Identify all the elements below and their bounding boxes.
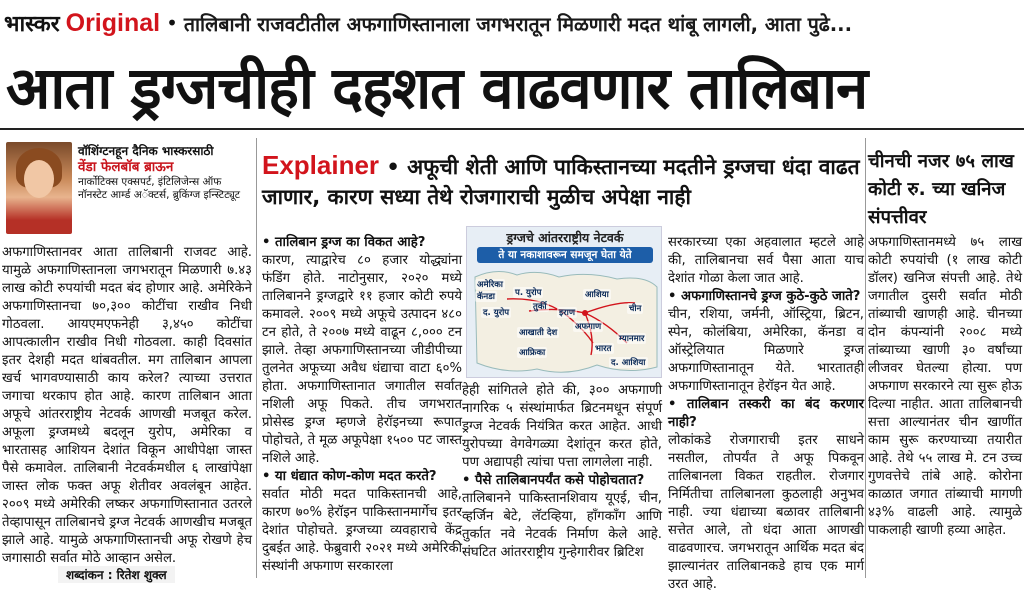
column-3: [462, 382, 662, 578]
column-1-text: अफगाणिस्तानवर आता तालिबानी राजवट आहे. यामुळे अफगाणिस्तानला जगभरातून मिळणारी ७.४३ लाख कोटी रुपयांची मदत बंद होणार आहे. अमेरिकेने अफगाणिस्तानचा ७०,३०० कोटींचा राखीव निधी गोठवला. आयएमएफनेही ३,४५० कोटींचा आपत्कालीन राखीव निधी गोठवला. काही दिवसांत इतर देशही मदत थांबवतील. मग तालिबान आपला खर्च भागवण्यासाठी काय करेल? त्याच्या उत्तरात जगाचा थरकाप होत आहे. कारण तालिबान आता अफूचे आंतरराष्ट्रीय नेटवर्क आणखी मजबूत करेल. अफूला ड्रग्जमध्ये बदलून युरोप, अमेरिका व भारतासह आशियन देशांत विकून आधीपेक्षा जास्त पैसे कमावेल. तालिबानी नेटवर्कमधील ६ लाखांपेक्षा जास्त लोक फक्त अफू शेतीवर अवलंबून आहेत. २००९ मध्ये अमेरिकी लष्कर अफगाणिस्तानात उतरले तेव्हापासून तालिबानचे ड्रग्ज नेटवर्क आणखीच मजबूत झाले आहे. यामुळे अफगाणिस्तानची अफू रोखणे हेच जगासाठी सर्वात मोठे आव्हान असेल.: [2, 245, 252, 566]
column-5: [868, 234, 1022, 580]
map-title: ड्रग्जचे आंतरराष्ट्रीय नेटवर्क: [506, 230, 624, 245]
map-label: आशिया: [585, 290, 609, 300]
answer-1: कारण, त्याद्वारेच ८० हजार योद्ध्यांना फंडिंग होते. नाटोनुसार, २०२० मध्ये तालिबानने ड्रग्जद्वारे ११ हजार कोटी रुपये कमावले. २००९ मध्ये अफूचे उत्पादन ४८० टन होते, ते २००७ मध्ये वाढून ८,००० टन झाले. तेव्हा अफगाणिस्तानच्या जीडीपीच्या तुलनेत अफूच्या अवैध धंद्याचा वाटा ६०% होता. अफगाणिस्तानात जगातील सर्वात नशिली अफू पिकते. तीच जगभरात प्रोसेस्ड ड्रग्ज म्हणजे हेरॉइनच्या रूपात पोहोचते, ते मूळ अफूपेक्षा १५०० पट जास्त नशिले आहे.: [262, 253, 463, 466]
side-headline: चीनची नजर ७५ लाख कोटी रु. च्या खनिज संपत्तीवर: [868, 151, 1014, 228]
author-face: [24, 160, 54, 198]
author-name: वेंडा फेलबॉब ब्राऊन: [78, 159, 174, 175]
question-2: • या धंद्यात कोण-कोण मदत करते?: [262, 469, 437, 484]
map-label: अफगाण: [575, 322, 602, 332]
column-1: [2, 244, 252, 566]
map-label: द. युरोप: [483, 308, 510, 318]
author-role-2: नॉनस्टेट आर्म्ड अॅक्टर्स, ब्रुकिंग्ज इन्स्टिट्यूट: [78, 189, 241, 201]
explainer-heading: [262, 150, 868, 230]
map-label: कॅनडा: [477, 292, 495, 302]
map-label: अमेरिका: [477, 280, 503, 290]
byline: [0, 138, 252, 238]
divider-2: [865, 138, 866, 578]
map-label: भारत: [595, 344, 612, 354]
author-role-1: नार्कोटिक्स एक्सपर्ट, इंटिलिजेन्स ऑफ: [78, 176, 222, 188]
explainer-bullet: •: [386, 155, 400, 179]
question-5: • तालिबान तस्करी का बंद करणार नाही?: [668, 397, 864, 430]
column-3-text: हेही सांगितले होते की, ३०० अफगाणी नागरिक ५ संस्थांमार्फत ब्रिटनमधून संपूर्ण ड्रग्ज नेटवर्क नियंत्रित करत आहेत. आधी युरोपच्या वेगवेगळ्या देशांतून करत होते, पण अद्यापही त्यांचा पत्ता लागलेला नाही.: [462, 383, 662, 470]
answer-2: सर्वात मोठी मदत पाकिस्तानची आहे, कारण ७०% हेरॉइन पाकिस्तानमार्गेच इतर देशांत पोहोचते. ड्रग्जच्या व्यवहाराचे केंद्र दुबईत आहे. फेब्रुवारी २०२१ मध्ये अमेरिकी संस्थांनी अफगाण सरकारला: [262, 487, 462, 574]
brand-bhaskar: भास्कर: [4, 12, 60, 37]
question-4: • अफगाणिस्तानचे ड्रग्ज कुठे-कुठे जाते?: [668, 289, 861, 304]
question-1: • तालिबान ड्रग्ज का विकत आहे?: [262, 235, 426, 250]
map-label: प. युरोप: [515, 288, 542, 298]
byline-origin: वॉशिंग्टनहून दैनिक भास्करसाठी: [78, 144, 214, 158]
explainer-text: अफूची शेती आणि पाकिस्तानच्या मदतीने ड्रग्जचा धंदा वाढत जाणार, कारण सध्या तेथे रोजगाराची मुळीच अपेक्षा नाही: [262, 155, 860, 209]
credit-line: शब्दांकन : रितेश शुक्ल: [58, 566, 175, 583]
brand-original: Original: [65, 8, 161, 37]
answer-4: चीन, रशिया, जर्मनी, ऑस्ट्रिया, ब्रिटन, स्पेन, कोलंबिया, अमेरिका, कॅनडा व ऑस्ट्रेलियात मिळणारे ड्रग्ज अफगाणिस्तानातून येते. भारतातही अफगाणिस्तानातून हेरॉइन येत आहे.: [668, 307, 864, 394]
strip-text: तालिबानी राजवटीतील अफगाणिस्तानाला जगभरातून मिळणारी मदत थांबू लागली, आता पुढे...: [183, 12, 852, 36]
map-label: म्यानमार: [619, 334, 645, 344]
explainer-tag: Explainer: [262, 150, 380, 180]
map-label: आफ्रिका: [519, 348, 546, 358]
column-2: [262, 234, 462, 580]
map-label: आखाती देश: [519, 328, 558, 338]
question-3: • पैसे तालिबानपर्यंत कसे पोहोचतात?: [462, 473, 645, 488]
page-headline: आता ड्रग्जचीही दहशत वाढवणार तालिबान: [6, 54, 868, 122]
column-4: [668, 234, 864, 592]
answer-5: लोकांकडे रोजगाराची इतर साधने नसतील, तोपर्यंत ते अफू पिकवून तालिबानला विकत राहतील. रोजगार निर्मितीचा तालिबानला कुठलाही अनुभव नाही. ज्या धंद्याच्या बळावर तालिबानी सत्तेत आले, तो धंदा आता आणखी वाढवणारच. जगभरातून आर्थिक मदत बंद झाल्यानंतर तालिबानकडे हाच एक मार्ग उरत आहे.: [668, 433, 864, 592]
answer-3: तालिबानने पाकिस्तानशिवाय यूएई, चीन, व्हर्जिन बेटे, लॅटव्हिया, हाँगकाँग आणि तुर्कात नवे नेटवर्क निर्माण केले आहे. संघटित आंतरराष्ट्रीय गुन्हेगारीवर ब्रिटिश: [462, 491, 662, 560]
map-subtitle: ते या नकाशावरून समजून घेता येते: [477, 247, 653, 263]
column-5-text: अफगाणिस्तानमध्ये ७५ लाख कोटी रुपयांची (१ लाख कोटी डॉलर) खनिज संपत्ती आहे. तेथे जगातील दुसरी सर्वात मोठी तांब्याची खाणही आहे. चीनच्या दोन कंपन्यांनी २००८ मध्ये तांब्याच्या खाणी ३० वर्षांच्या लीजवर घेतल्या होत्या. पण अफगाण सरकारने त्या सुरू होऊ दिल्या नाहीत. आता तालिबानची सत्ता आल्यानंतर चीन खाणींत काम सुरू करण्याच्या तयारीत आहे. तेथे ५५ लाख मे. टन उच्च गुणवत्तेचे तांबे आहे. कोरोना काळात जगात तांब्याची मागणी ४३% वाढली आहे. त्यामुळे पाकलाही खाणी हव्या आहेत.: [868, 235, 1022, 538]
column-4-text: सरकारच्या एका अहवालात म्हटले आहे की, तालिबानचा सर्व पैसा आता याच देशांत गोळा केला जात आहे.: [668, 235, 864, 286]
map-label: तुर्की: [533, 302, 547, 312]
map-label: द. आशिया: [611, 358, 646, 368]
byline-text: [78, 144, 250, 202]
drug-network-map: [466, 226, 662, 378]
map-label: इराण: [559, 308, 575, 318]
headline-rule: [0, 128, 1024, 130]
author-photo: [6, 142, 72, 234]
divider-1: [256, 138, 257, 578]
strip-bullet: •: [166, 11, 178, 35]
map-label: चीन: [629, 304, 642, 314]
top-strip: [0, 0, 1024, 46]
